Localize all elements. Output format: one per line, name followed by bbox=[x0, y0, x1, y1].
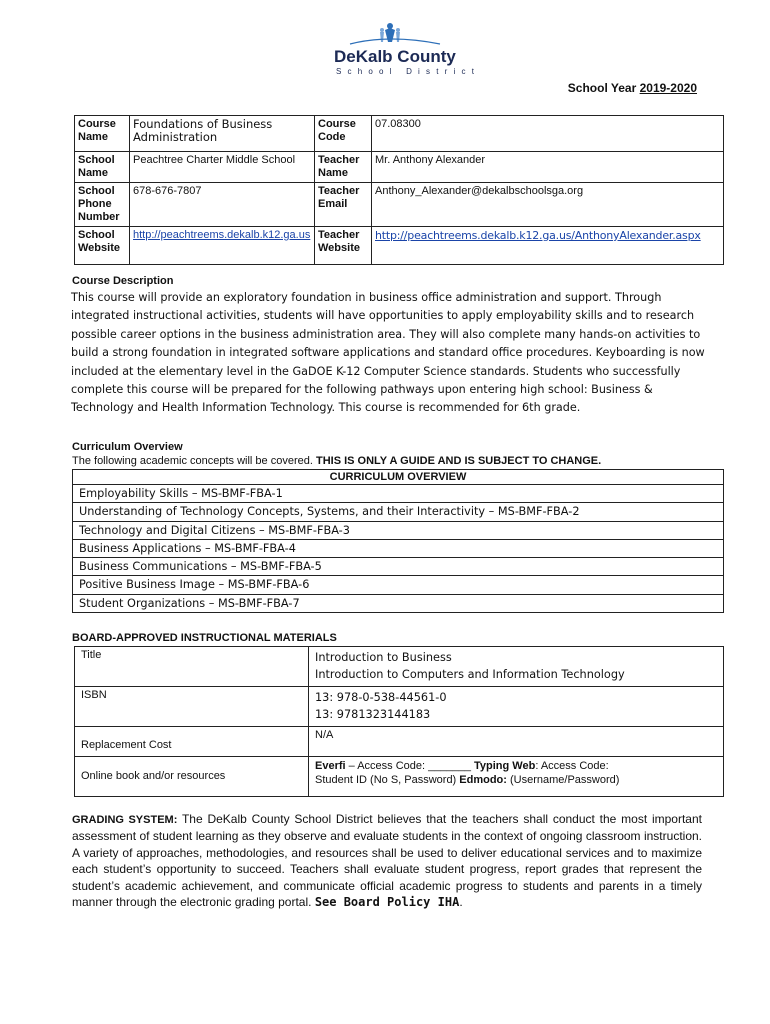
curriculum-item: Student Organizations – MS-BMF-FBA-7 bbox=[73, 594, 724, 612]
curriculum-item: Business Communications – MS-BMF-FBA-5 bbox=[73, 558, 724, 576]
online-resources-value: Everfi – Access Code: _______ Typing Web: Access Code: Student ID (No S, Password) Edmodo: (Username/Password) bbox=[309, 756, 724, 796]
teacher-name-label: Teacher Name bbox=[315, 152, 372, 183]
isbn-value: 13: 978-0-538-44561-0 13: 9781323144183 bbox=[309, 686, 724, 726]
course-description-heading: Course Description bbox=[72, 275, 174, 287]
grading-system: GRADING SYSTEM: The DeKalb County School District believes that the teachers shall conduct the most important assessment of student learning as they observe and evaluate students in the context of ongoing classroom instruction. A variety of approaches, methodologies, and resources shall be used to deliver educational services and to maximize each student’s opportunity to succeed. Teachers shall evaluate student progress, report grades that represent the student’s academic achievement, and communicate official academic progress to students and parents in a timely manner through the electronic grading portal. See Board Policy IHA. bbox=[72, 812, 702, 910]
curriculum-table-header: CURRICULUM OVERVIEW bbox=[73, 470, 724, 485]
curriculum-intro: The following academic concepts will be covered. THIS IS ONLY A GUIDE AND IS SUBJECT TO CHANGE. bbox=[72, 455, 602, 467]
course-description-text: This course will provide an exploratory foundation in business office administration and support. Through integrated instructional activities, students will have opportunities to apply employability skills and to research possible career options in the business administration area. They will also complete many hands-on activities to build a strong foundation in integrated software applications and standard office procedures. Keyboarding is now included at the elementary level in the GaDOE K-12 Computer Science standards. Students who successfully complete this course will be prepared for the following pathways upon entering high school: Business & Technology and Health Information Technology. This course is recommended for 6th grade. bbox=[71, 291, 705, 415]
board-policy-reference: See Board Policy IHA bbox=[314, 895, 460, 910]
grading-text: The DeKalb County School District believes that the teachers shall conduct the most important assessment of student learning as they observe and evaluate students in the context of ongoing classroom instruction. A variety of approaches, methodologies, and resources shall be used to deliver educational services and to maximize each student’s opportunity to succeed. Teachers shall evaluate student progress, report grades that represent the student’s academic achievement, and communicate official academic progress to students and parents in a timely manner through the electronic grading portal. bbox=[72, 812, 702, 910]
course-name-value: Foundations of Business Administration bbox=[130, 116, 315, 152]
title-label: Title bbox=[75, 647, 309, 687]
teacher-website-label: Teacher Website bbox=[315, 227, 372, 265]
curriculum-item: Employability Skills – MS-BMF-FBA-1 bbox=[73, 485, 724, 503]
cost-value: N/A bbox=[309, 726, 724, 756]
teacher-website-link[interactable]: http://peachtreems.dekalb.k12.ga.us/AnthonyAlexander.aspx bbox=[372, 227, 724, 265]
school-name-value: Peachtree Charter Middle School bbox=[130, 152, 315, 183]
title-value: Introduction to Business Introduction to Computers and Information Technology bbox=[309, 647, 724, 687]
logo-subtitle: School District bbox=[336, 67, 481, 76]
logo-figures-icon bbox=[330, 20, 460, 50]
materials-table bbox=[74, 646, 724, 797]
course-name-label: Course Name bbox=[75, 116, 130, 152]
online-resources-label: Online book and/or resources bbox=[75, 756, 309, 796]
curriculum-item: Understanding of Technology Concepts, Systems, and their Interactivity – MS-BMF-FBA-2 bbox=[73, 503, 724, 521]
curriculum-table bbox=[72, 469, 724, 613]
curriculum-disclaimer: THIS IS ONLY A GUIDE AND IS SUBJECT TO CHANGE. bbox=[315, 455, 602, 467]
school-name-label: School Name bbox=[75, 152, 130, 183]
curriculum-heading: Curriculum Overview bbox=[72, 441, 183, 453]
cost-label: Replacement Cost bbox=[75, 726, 309, 756]
materials-heading: BOARD-APPROVED INSTRUCTIONAL MATERIALS bbox=[72, 632, 337, 644]
school-year: School Year 2019-2020 bbox=[567, 81, 697, 95]
curriculum-item: Business Applications – MS-BMF-FBA-4 bbox=[73, 539, 724, 557]
school-year-value: 2019-2020 bbox=[639, 81, 697, 95]
course-code-label: Course Code bbox=[315, 116, 372, 152]
teacher-email-value: Anthony_Alexander@dekalbschoolsga.org bbox=[372, 183, 724, 227]
logo-title: DeKalb County bbox=[334, 47, 456, 66]
school-phone-value: 678-676-7807 bbox=[130, 183, 315, 227]
grading-label: GRADING SYSTEM: bbox=[72, 814, 178, 826]
school-phone-label: School Phone Number bbox=[75, 183, 130, 227]
teacher-name-value: Mr. Anthony Alexander bbox=[372, 152, 724, 183]
curriculum-item: Positive Business Image – MS-BMF-FBA-6 bbox=[73, 576, 724, 594]
curriculum-item: Technology and Digital Citizens – MS-BMF-FBA-3 bbox=[73, 521, 724, 539]
isbn-label: ISBN bbox=[75, 686, 309, 726]
course-info-table bbox=[74, 115, 724, 265]
school-website-label: School Website bbox=[75, 227, 130, 265]
teacher-email-label: Teacher Email bbox=[315, 183, 372, 227]
course-code-value: 07.08300 bbox=[372, 116, 724, 152]
school-website-link[interactable]: http://peachtreems.dekalb.k12.ga.us bbox=[130, 227, 315, 265]
